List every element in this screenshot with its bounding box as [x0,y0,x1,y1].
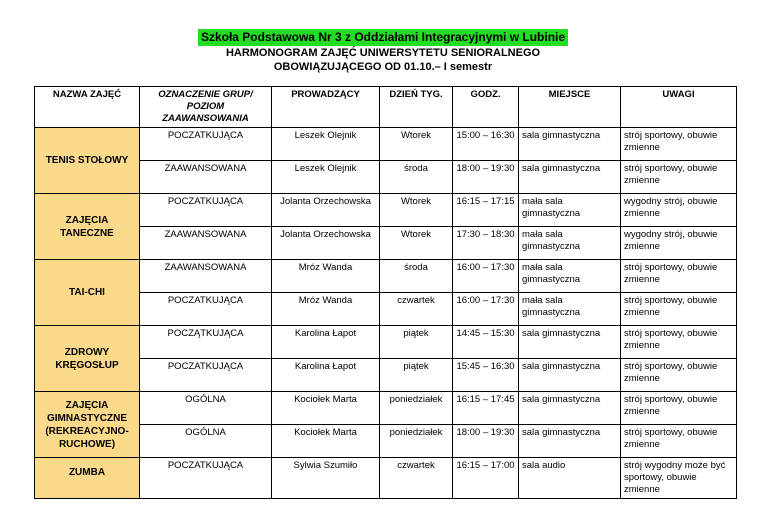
hours-cell: 18:00 – 19:30 [453,161,519,194]
group-cell: ZAAWANSOWANA [140,260,272,293]
table-row [35,128,737,161]
activity-name: TENIS STOŁOWY [35,128,140,194]
hours-cell: 16:15 – 17:45 [453,392,519,425]
group-cell: POCZATKUJĄCA [140,359,272,392]
schedule-title: HARMONOGRAM ZAJĘĆ UNIWERSYTETU SENIORALNEGO [225,47,541,59]
table-row [35,326,737,359]
document-header [0,28,766,74]
hours-cell: 17:30 – 18:30 [453,227,519,260]
notes-cell: wygodny strój, obuwie zmienne [621,194,737,227]
notes-cell: strój sportowy, obuwie zmienne [621,392,737,425]
day-cell: Wtorek [380,194,453,227]
notes-cell: strój sportowy, obuwie zmienne [621,293,737,326]
table-row [35,359,737,392]
group-cell: POCZATKUJĄCA [140,293,272,326]
leader-cell: Leszek Olejnik [272,161,380,194]
notes-cell: strój sportowy, obuwie zmienne [621,326,737,359]
day-cell: Wtorek [380,128,453,161]
place-cell: mała sala gimnastyczna [519,194,621,227]
table-header-row [35,87,737,128]
day-cell: środa [380,161,453,194]
activity-name: ZUMBA [35,458,140,499]
schedule-table [34,86,737,499]
activity-name: ZAJĘCIA GIMNASTYCZNE (REKREACYJNO-RUCHOWE) [35,392,140,458]
column-header-hours: GODZ. [453,87,519,128]
hours-cell: 16:00 – 17:30 [453,293,519,326]
school-name: Szkoła Podstawowa Nr 3 z Oddziałami Integracyjnymi w Lubinie [198,29,568,46]
group-cell: ZAAWANSOWANA [140,227,272,260]
day-cell: piątek [380,326,453,359]
table-row [35,392,737,425]
notes-cell: wygodny strój, obuwie zmienne [621,227,737,260]
group-cell: POCZATKUJĄCA [140,194,272,227]
table-row [35,458,737,499]
notes-cell: strój sportowy, obuwie zmienne [621,128,737,161]
group-cell: POCZATKUJĄCA [140,458,272,499]
place-cell: sala gimnastyczna [519,161,621,194]
column-header-leader: PROWADZĄCY [272,87,380,128]
column-header-notes: UWAGI [621,87,737,128]
column-header-day: DZIEŃ TYG. [380,87,453,128]
place-cell: sala gimnastyczna [519,326,621,359]
leader-cell: Jolanta Orzechowska [272,227,380,260]
leader-cell: Kociołek Marta [272,392,380,425]
place-cell: mała sala gimnastyczna [519,260,621,293]
group-cell: OGÓLNA [140,392,272,425]
day-cell: Wtorek [380,227,453,260]
hours-cell: 15:00 – 16:30 [453,128,519,161]
group-cell: POCZATKUJĄCA [140,128,272,161]
table-row [35,293,737,326]
place-cell: mała sala gimnastyczna [519,293,621,326]
notes-cell: strój sportowy, obuwie zmienne [621,425,737,458]
activity-name: ZDROWY KRĘGOSŁUP [35,326,140,392]
table-row [35,194,737,227]
hours-cell: 16:15 – 17:00 [453,458,519,499]
column-header-name: NAZWA ZAJĘĆ [35,87,140,128]
day-cell: poniedziałek [380,392,453,425]
leader-cell: Sylwia Szumiło [272,458,380,499]
hours-cell: 16:00 – 17:30 [453,260,519,293]
leader-cell: Leszek Olejnik [272,128,380,161]
notes-cell: strój wygodny może być sportowy, obuwie zmienne [621,458,737,499]
day-cell: środa [380,260,453,293]
hours-cell: 16:15 – 17:15 [453,194,519,227]
group-cell: POCZĄTKUJĄCA [140,326,272,359]
place-cell: mała sala gimnastyczna [519,227,621,260]
table-row [35,227,737,260]
notes-cell: strój sportowy, obuwie zmienne [621,161,737,194]
activity-name: ZAJĘCIA TANECZNE [35,194,140,260]
table-row [35,161,737,194]
place-cell: sala audio [519,458,621,499]
schedule-subtitle: OBOWIĄZUJĄCEGO OD 01.10.– I semestr [273,61,493,73]
place-cell: sala gimnastyczna [519,359,621,392]
day-cell: piątek [380,359,453,392]
day-cell: czwartek [380,458,453,499]
leader-cell: Jolanta Orzechowska [272,194,380,227]
column-header-place: MIEJSCE [519,87,621,128]
leader-cell: Mróz Wanda [272,260,380,293]
leader-cell: Kociołek Marta [272,425,380,458]
table-row [35,260,737,293]
group-cell: ZAAWANSOWANA [140,161,272,194]
table-row [35,425,737,458]
notes-cell: strój sportowy, obuwie zmienne [621,260,737,293]
hours-cell: 18:00 – 19:30 [453,425,519,458]
day-cell: poniedziałek [380,425,453,458]
hours-cell: 15:45 – 16:30 [453,359,519,392]
activity-name: TAI-CHI [35,260,140,326]
day-cell: czwartek [380,293,453,326]
leader-cell: Mróz Wanda [272,293,380,326]
place-cell: sala gimnastyczna [519,128,621,161]
leader-cell: Karolina Łapot [272,359,380,392]
hours-cell: 14:45 – 15:30 [453,326,519,359]
place-cell: sala gimnastyczna [519,425,621,458]
notes-cell: strój sportowy, obuwie zmienne [621,359,737,392]
place-cell: sala gimnastyczna [519,392,621,425]
leader-cell: Karolina Łapot [272,326,380,359]
group-cell: OGÓLNA [140,425,272,458]
column-header-group: OZNACZENIE GRUP/ POZIOM ZAAWANSOWANIA [140,87,272,128]
